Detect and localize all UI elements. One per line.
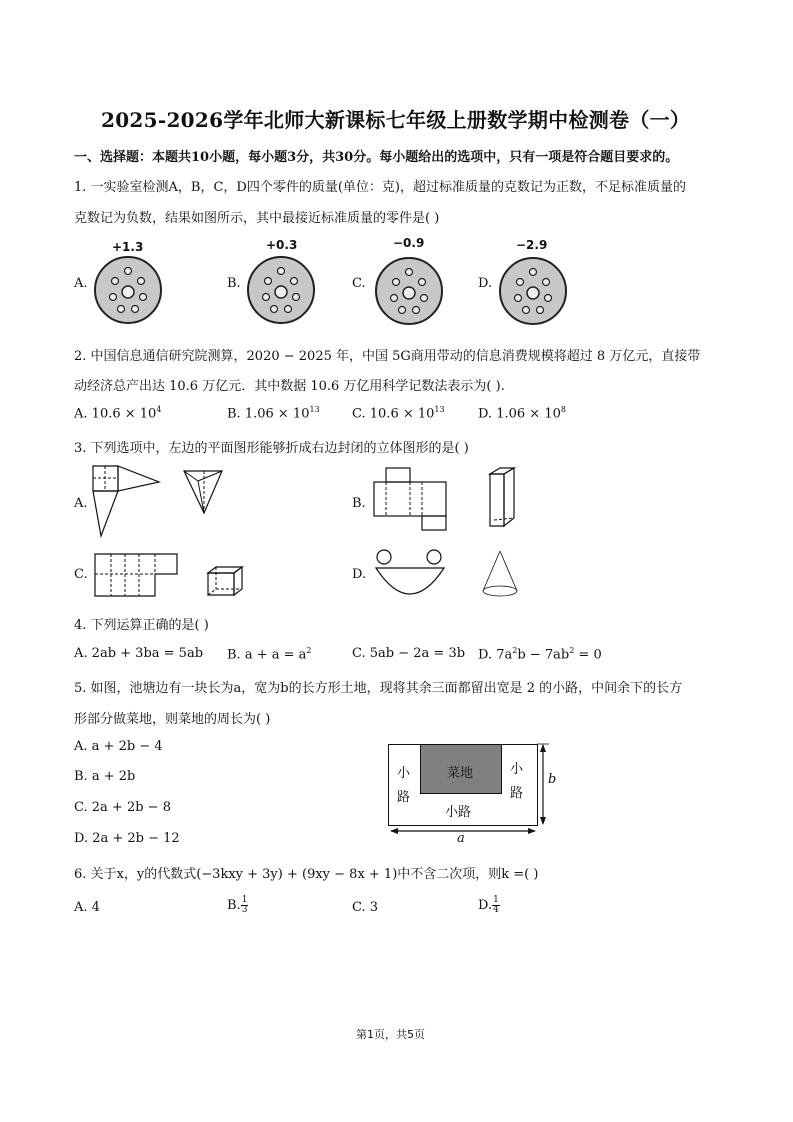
option-letter: A.: [74, 406, 88, 422]
option-c-net-figure: [93, 552, 183, 598]
part-label-b: +0.3: [266, 238, 298, 252]
option-letter: B.: [227, 898, 241, 913]
option-value: 3: [369, 900, 379, 915]
option-d-letter[interactable]: D.: [478, 276, 493, 291]
option-value: 2ab + 3ba = 5ab: [91, 646, 204, 661]
left-path-char-1: 小: [397, 766, 411, 781]
part-b-image: [246, 255, 316, 325]
option-value: 1.06 × 10: [244, 406, 310, 422]
question-4-option-b[interactable]: [227, 646, 312, 662]
question-3-line-1: 3. 下列选项中，左边的平面图形能够折成右边封闭的立体图形的是( ): [74, 441, 469, 456]
question-5-option-a[interactable]: [74, 739, 163, 754]
option-letter: A.: [74, 900, 88, 915]
option-b-net-figure: [372, 466, 448, 532]
option-letter: C.: [352, 406, 366, 422]
question-2-line-2: 动经济总产出达 10.6 万亿元．其中数据 10.6 万亿用科学记数法表示为( ).: [74, 379, 505, 394]
section-heading: 一、选择题：本题共10小题，每小题3分，共30分。每小题给出的选项中，只有一项是符合题目要求的。: [74, 150, 679, 165]
option-d-sector-net-figure: [372, 548, 448, 598]
question-6-line-1: 6. 关于x，y的代数式(−3kxy + 3y) + (9xy − 8x + 1)中不含二次项，则k =( ): [74, 867, 539, 882]
option-value: 10.6 × 10: [369, 406, 435, 422]
option-exponent: 2: [512, 646, 518, 655]
question-3-option-a[interactable]: A.: [74, 496, 88, 511]
option-letter: D.: [478, 647, 493, 663]
option-letter: D.: [478, 406, 493, 422]
option-b-letter[interactable]: B.: [227, 276, 241, 291]
option-b-prism-figure: [480, 466, 516, 530]
question-2-option-b[interactable]: [227, 405, 320, 421]
option-letter: D.: [478, 898, 493, 913]
fraction-denominator: 4: [493, 905, 499, 915]
garden-label: 菜地: [447, 766, 474, 781]
left-path-char-2: 路: [397, 790, 411, 805]
option-letter: B.: [227, 406, 241, 422]
option-d-cone-figure: [481, 549, 519, 599]
option-a-net-figure: [93, 466, 163, 536]
part-label-c: −0.9: [393, 236, 425, 250]
option-letter: C.: [352, 900, 366, 915]
option-value: 5ab − 2a = 3b: [369, 646, 466, 661]
option-exponent: 13: [309, 405, 320, 414]
option-value: 4: [91, 900, 100, 915]
fraction-numerator: 1: [493, 895, 499, 905]
part-d-image: [498, 256, 568, 326]
dimension-arrows: [385, 740, 565, 850]
dimension-label-b: b: [548, 772, 557, 787]
part-label-d: −2.9: [516, 238, 548, 252]
option-exponent: 2: [569, 646, 575, 655]
option-c-letter[interactable]: C.: [352, 276, 366, 291]
option-value: 10.6 × 10: [91, 406, 157, 422]
question-4-line-1: 4. 下列运算正确的是( ): [74, 618, 209, 633]
option-letter: B.: [227, 647, 241, 663]
option-letter: C.: [352, 646, 366, 661]
question-5-option-d[interactable]: [74, 831, 180, 846]
option-letter: A.: [74, 646, 88, 661]
page-title: 2025-2026学年北师大新课标七年级上册数学期中检测卷（一）: [101, 108, 691, 132]
question-1-line-1: 1. 一实验室检测A，B，C，D四个零件的质量(单位：克)，超过标准质量的克数记为正数，不足标准质量的: [74, 180, 686, 195]
option-letter: C.: [74, 800, 88, 815]
dimension-label-a: a: [457, 831, 465, 846]
option-exponent: 2: [306, 646, 312, 655]
question-6-option-d[interactable]: [478, 896, 500, 915]
option-value: a + 2b: [91, 769, 136, 784]
option-exponent: 13: [434, 405, 445, 414]
question-3-option-b[interactable]: B.: [352, 496, 366, 511]
question-2-line-1: 2. 中国信息通信研究院测算，2020 − 2025 年，中国 5G商用带动的信息消费规模将超过 8 万亿元，直接带: [74, 349, 701, 364]
option-value: a + a = a: [244, 647, 307, 663]
option-value: 2a + 2b − 8: [91, 800, 171, 815]
fraction-numerator: 1: [241, 895, 248, 905]
question-5-option-b[interactable]: [74, 769, 135, 784]
right-path-char-2: 路: [510, 786, 524, 801]
right-path-char-1: 小: [510, 762, 524, 777]
question-5-line-1: 5. 如图，池塘边有一块长为a，宽为b的长方形土地，现将其余三面都留出宽是 2 的小路，中间余下的长方: [74, 681, 683, 696]
question-3-option-d[interactable]: D.: [352, 567, 367, 582]
option-fraction: [241, 896, 249, 915]
question-3-option-c[interactable]: C.: [74, 567, 88, 582]
question-6-option-b[interactable]: [227, 896, 248, 915]
question-4-option-d[interactable]: [478, 646, 602, 662]
option-letter: D.: [74, 831, 89, 846]
question-5-line-2: 形部分做菜地，则菜地的周长为( ): [74, 712, 271, 727]
option-value-part: = 0: [574, 647, 602, 663]
part-a-image: [93, 255, 163, 325]
option-value-part: 7a: [496, 647, 513, 663]
question-6-option-a[interactable]: [74, 900, 100, 915]
part-c-image: [374, 256, 444, 326]
question-6-option-c[interactable]: [352, 900, 378, 915]
question-2-option-a[interactable]: [74, 405, 161, 421]
option-a-pyramid-figure: [184, 469, 224, 515]
fraction-denominator: 3: [241, 905, 248, 915]
option-fraction: [492, 896, 500, 915]
question-2-option-c[interactable]: [352, 405, 445, 421]
option-exponent: 4: [156, 405, 162, 414]
option-value: a + 2b − 4: [91, 739, 163, 754]
question-4-option-a[interactable]: [74, 646, 203, 661]
question-2-option-d[interactable]: [478, 405, 566, 421]
option-value: 2a + 2b − 12: [92, 831, 180, 846]
question-4-option-c[interactable]: [352, 646, 465, 661]
page-footer: 第1页，共5页: [356, 1028, 425, 1041]
option-letter: A.: [74, 739, 88, 754]
part-label-a: +1.3: [112, 240, 144, 254]
option-value-part: b − 7ab: [517, 647, 570, 663]
question-5-option-c[interactable]: [74, 800, 171, 815]
option-c-cube-figure: [206, 565, 244, 597]
question-1-line-2: 克数记为负数，结果如图所示，其中最接近标准质量的零件是( ): [74, 211, 440, 226]
option-letter: B.: [74, 769, 88, 784]
option-exponent: 8: [560, 405, 566, 414]
option-value: 1.06 × 10: [496, 406, 561, 422]
option-a-letter[interactable]: A.: [74, 276, 88, 291]
bottom-path-label: 小路: [445, 805, 472, 820]
